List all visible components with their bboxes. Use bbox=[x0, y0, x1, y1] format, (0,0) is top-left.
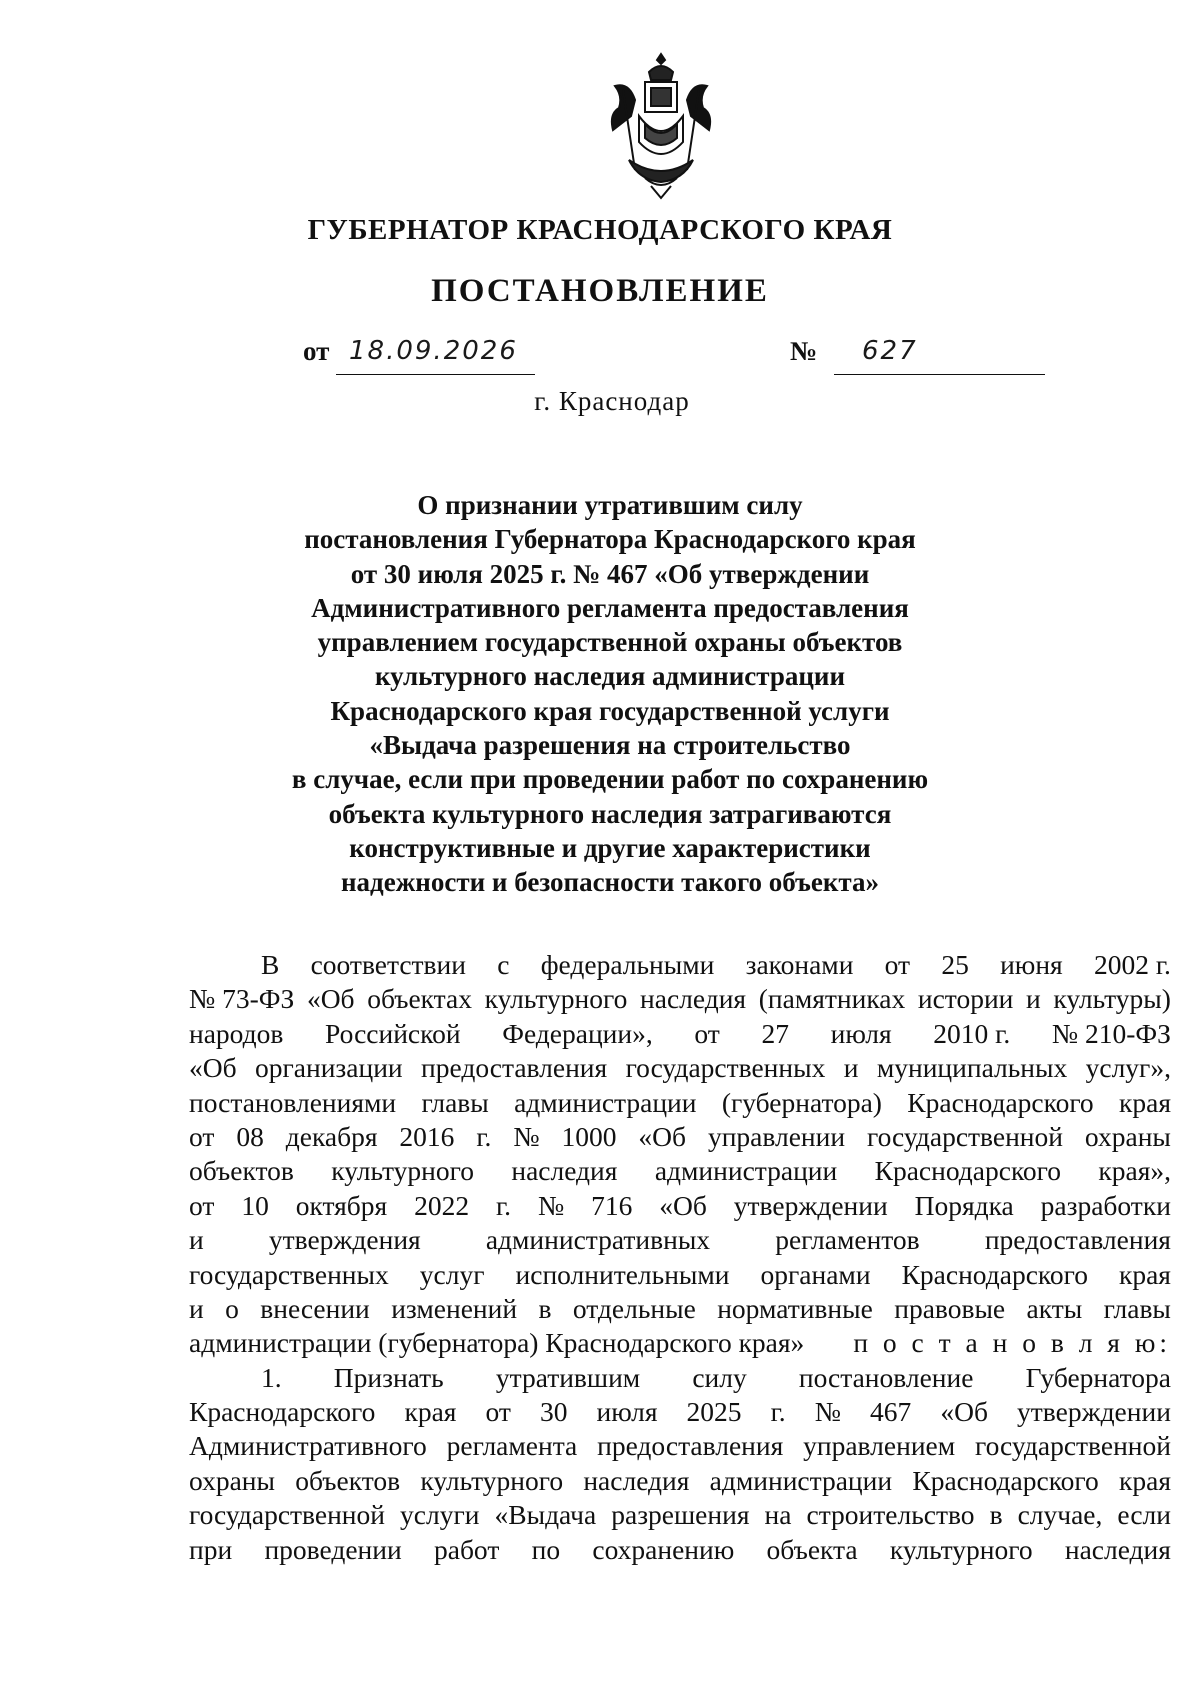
body-line bbox=[189, 1189, 1171, 1223]
number-value: 627 bbox=[862, 336, 918, 366]
body-word: охраны bbox=[1084, 1120, 1171, 1152]
body-word: г. bbox=[495, 1189, 512, 1221]
body-word: 2022 bbox=[414, 1189, 470, 1221]
body-word: (губернатора) bbox=[721, 1086, 882, 1118]
body-line bbox=[189, 1223, 1171, 1257]
body-word: культурного bbox=[420, 1464, 564, 1496]
body-word: края», bbox=[1098, 1155, 1171, 1187]
body-word: постановлениями bbox=[189, 1086, 397, 1118]
body-word: наследия bbox=[640, 983, 747, 1015]
body-word: постановление bbox=[798, 1361, 974, 1393]
body-word: «Об bbox=[306, 983, 355, 1015]
title-line: управлением государственной охраны объектов bbox=[317, 627, 903, 658]
body-word: сохранению bbox=[592, 1533, 735, 1565]
body-word: услуги bbox=[400, 1499, 480, 1531]
body-word: наследия bbox=[1064, 1533, 1171, 1565]
date-prefix: от bbox=[303, 336, 330, 366]
body-word: Признать bbox=[333, 1361, 444, 1393]
body-word: края bbox=[1119, 1464, 1171, 1496]
body-word: п о с т а н о в л я ю: bbox=[853, 1327, 1171, 1359]
body-word: «Об bbox=[940, 1396, 988, 1428]
date-value: 18.09.2026 bbox=[349, 336, 518, 366]
body-word: по bbox=[531, 1533, 561, 1565]
body-word: утверждении bbox=[1017, 1396, 1171, 1428]
body-word: № bbox=[513, 1120, 540, 1152]
body-line bbox=[189, 1326, 1171, 1360]
body-line bbox=[189, 1361, 1171, 1395]
body-word: народов bbox=[189, 1017, 284, 1049]
body-word: Административного bbox=[189, 1430, 427, 1462]
body-word: государственной bbox=[975, 1430, 1171, 1462]
body-word: края bbox=[1118, 1258, 1171, 1290]
body-word: государственных bbox=[625, 1052, 826, 1084]
body-word: утверждения bbox=[268, 1224, 421, 1256]
body-word: администрации bbox=[709, 1464, 893, 1496]
body-word: и bbox=[843, 1052, 859, 1084]
body-word: объектов bbox=[189, 1155, 294, 1187]
body-word: от bbox=[485, 1396, 511, 1428]
body-line bbox=[189, 1498, 1171, 1532]
body-word: 1. bbox=[261, 1361, 282, 1393]
body-word: Краснодарского bbox=[189, 1396, 376, 1428]
body-word: наследия bbox=[511, 1155, 618, 1187]
body-word: «Выдача bbox=[494, 1499, 597, 1531]
body-word: края bbox=[404, 1396, 457, 1428]
body-word: о bbox=[225, 1292, 239, 1324]
body-word: нормативные bbox=[717, 1292, 873, 1324]
body-word: с bbox=[497, 949, 510, 980]
body-word: В bbox=[261, 949, 280, 980]
body-word: строительство bbox=[806, 1499, 975, 1531]
body-word: от bbox=[884, 949, 911, 980]
body-line bbox=[189, 1292, 1171, 1326]
document-type-heading: ПОСТАНОВЛЕНИЕ bbox=[431, 273, 769, 309]
body-word: государственной bbox=[867, 1120, 1063, 1152]
title-line: в случае, если при проведении работ по сохранению bbox=[291, 764, 929, 795]
body-word: и bbox=[189, 1224, 204, 1256]
body-word: Краснодарского bbox=[901, 1258, 1088, 1290]
body-word: июня bbox=[1000, 949, 1063, 980]
body-word: 30 bbox=[539, 1396, 568, 1428]
body-word: культурного bbox=[889, 1533, 1033, 1565]
body-line bbox=[189, 982, 1171, 1016]
number-field bbox=[790, 336, 918, 367]
body-word: г. bbox=[476, 1120, 492, 1152]
body-word: 1000 bbox=[561, 1120, 617, 1152]
body-word: края bbox=[1119, 1086, 1171, 1118]
body-line bbox=[189, 1258, 1171, 1292]
body-word: наследия bbox=[583, 1464, 690, 1496]
body-word: в bbox=[989, 1499, 1003, 1531]
number-prefix: № bbox=[790, 336, 818, 366]
body-line bbox=[189, 1395, 1171, 1429]
body-word: и bbox=[1026, 983, 1041, 1015]
body-word: 467 bbox=[870, 1396, 912, 1428]
body-word: июля bbox=[830, 1017, 892, 1049]
body-word: г. bbox=[770, 1396, 786, 1428]
body-line bbox=[189, 1533, 1171, 1567]
body-word: если bbox=[1117, 1499, 1171, 1531]
body-word: утратившим bbox=[495, 1361, 641, 1393]
body-line bbox=[189, 1120, 1171, 1154]
body-word: Губернатора bbox=[1025, 1361, 1171, 1393]
body-word: администрации bbox=[654, 1155, 838, 1187]
body-word: административных bbox=[485, 1224, 711, 1256]
body-line bbox=[189, 1051, 1171, 1085]
body-word: главы bbox=[421, 1086, 489, 1118]
body-word: работ bbox=[433, 1533, 500, 1565]
body-word: 27 bbox=[761, 1017, 789, 1049]
body-word: утверждении bbox=[733, 1189, 888, 1221]
title-line: постановления Губернатора Краснодарского края bbox=[304, 524, 916, 555]
body-word: июля bbox=[596, 1396, 658, 1428]
body-word: 25 bbox=[941, 949, 969, 980]
body-word: Краснодарского bbox=[874, 1155, 1062, 1187]
body-word: от bbox=[189, 1120, 215, 1152]
body-word: охраны bbox=[189, 1464, 275, 1496]
body-word: культурного bbox=[331, 1155, 474, 1187]
body-word: отдельные bbox=[572, 1292, 696, 1324]
body-line bbox=[189, 1464, 1171, 1498]
body-word: 2025 bbox=[686, 1396, 742, 1428]
body-word: декабря bbox=[285, 1120, 378, 1152]
body-line bbox=[189, 948, 1171, 982]
body-word: организации bbox=[255, 1052, 403, 1084]
body-word: 2010 г. bbox=[933, 1017, 1011, 1049]
title-line: О признании утратившим силу bbox=[417, 490, 803, 520]
body-word: Краснодарского bbox=[907, 1086, 1094, 1118]
body-line bbox=[189, 1017, 1171, 1051]
body-word: исполнительными bbox=[515, 1258, 730, 1290]
title-line: от 30 июля 2025 г. № 467 «Об утверждении bbox=[350, 558, 870, 589]
body-word: 10 bbox=[241, 1189, 269, 1221]
title-line: конструктивные и другие характеристики bbox=[349, 832, 871, 863]
body-word: и bbox=[189, 1292, 204, 1324]
body-word: № 210-ФЗ bbox=[1051, 1017, 1171, 1049]
body-word: «Об bbox=[189, 1052, 237, 1084]
title-line: Краснодарского края государственной услуги bbox=[330, 695, 890, 726]
body-word: органами bbox=[760, 1258, 871, 1290]
body-word: предоставления bbox=[984, 1224, 1171, 1256]
body-word: объекта bbox=[766, 1533, 858, 1565]
body-word: культурного bbox=[484, 983, 628, 1015]
body-word: Федерации», bbox=[502, 1017, 653, 1049]
body-word: в bbox=[538, 1292, 552, 1324]
body-word: № bbox=[537, 1189, 565, 1221]
body-word: 2002 г. bbox=[1093, 949, 1171, 980]
body-word: на bbox=[764, 1499, 792, 1531]
title-line: «Выдача разрешения на строительство bbox=[369, 730, 851, 761]
city-label: г. Краснодар bbox=[534, 386, 690, 416]
body-word: главы bbox=[1103, 1292, 1171, 1324]
body-word: соответствии bbox=[310, 949, 466, 980]
body-word: разрешения bbox=[611, 1499, 750, 1531]
body-word: администрации bbox=[514, 1086, 697, 1118]
body-word: случае, bbox=[1017, 1499, 1103, 1531]
body-word: № 73-ФЗ bbox=[189, 983, 295, 1015]
body-word: октября bbox=[295, 1189, 388, 1221]
body-word: изменений bbox=[391, 1292, 518, 1324]
body-word: 08 bbox=[236, 1120, 264, 1152]
body-word: объектов bbox=[295, 1464, 401, 1496]
body-word: управлением bbox=[803, 1430, 956, 1462]
title-line: Административного регламента предоставления bbox=[311, 592, 909, 623]
body-word: предоставления bbox=[597, 1430, 784, 1462]
document-title bbox=[200, 488, 1020, 900]
body-word: Порядка bbox=[914, 1189, 1014, 1221]
body-word: акты bbox=[1026, 1292, 1083, 1324]
body-word: от bbox=[694, 1017, 720, 1049]
body-word: правовые bbox=[894, 1292, 1006, 1324]
body-line bbox=[189, 1154, 1171, 1188]
title-line: надежности и безопасности такого объекта» bbox=[341, 867, 879, 898]
body-word: государственной bbox=[189, 1499, 385, 1531]
body-word: государственных bbox=[189, 1258, 389, 1290]
body-word: объектах bbox=[367, 983, 472, 1015]
body-word: силу bbox=[692, 1361, 747, 1393]
body-word: «Об bbox=[659, 1189, 707, 1221]
body-word: № bbox=[814, 1396, 841, 1428]
body-word: регламентов bbox=[775, 1224, 920, 1256]
body-word: администрации (губернатора) Краснодарского края» bbox=[189, 1327, 805, 1359]
body-word: федеральными bbox=[540, 949, 715, 980]
body-word: культуры) bbox=[1053, 983, 1171, 1015]
body-line bbox=[189, 1086, 1171, 1120]
body-word: от bbox=[189, 1189, 215, 1221]
body-word: регламента bbox=[446, 1430, 578, 1462]
document-body bbox=[189, 948, 1171, 1567]
body-word: услуг», bbox=[1085, 1052, 1171, 1084]
body-word: муниципальных bbox=[876, 1052, 1068, 1084]
body-word: «Об bbox=[638, 1120, 687, 1152]
body-word: (памятниках bbox=[758, 983, 906, 1015]
body-word: при bbox=[189, 1533, 233, 1565]
body-word: Краснодарского bbox=[912, 1464, 1099, 1496]
date-field bbox=[303, 336, 518, 367]
title-line: объекта культурного наследия затрагиваются bbox=[328, 798, 892, 829]
body-word: управлении bbox=[707, 1120, 846, 1152]
title-line: культурного наследия администрации bbox=[374, 661, 846, 692]
body-word: 716 bbox=[591, 1189, 633, 1221]
authority-heading: ГУБЕРНАТОР КРАСНОДАРСКОГО КРАЯ bbox=[307, 214, 893, 246]
body-word: разработки bbox=[1040, 1189, 1171, 1221]
body-word: законами bbox=[745, 949, 854, 980]
body-word: Российской bbox=[325, 1017, 461, 1049]
body-word: внесении bbox=[260, 1292, 370, 1324]
body-word: предоставления bbox=[421, 1052, 608, 1084]
body-word: истории bbox=[917, 983, 1014, 1015]
body-word: услуг bbox=[419, 1258, 485, 1290]
body-line bbox=[189, 1429, 1171, 1463]
body-word: проведении bbox=[264, 1533, 402, 1565]
coat-of-arms-emblem bbox=[605, 50, 717, 202]
body-word: 2016 bbox=[399, 1120, 455, 1152]
